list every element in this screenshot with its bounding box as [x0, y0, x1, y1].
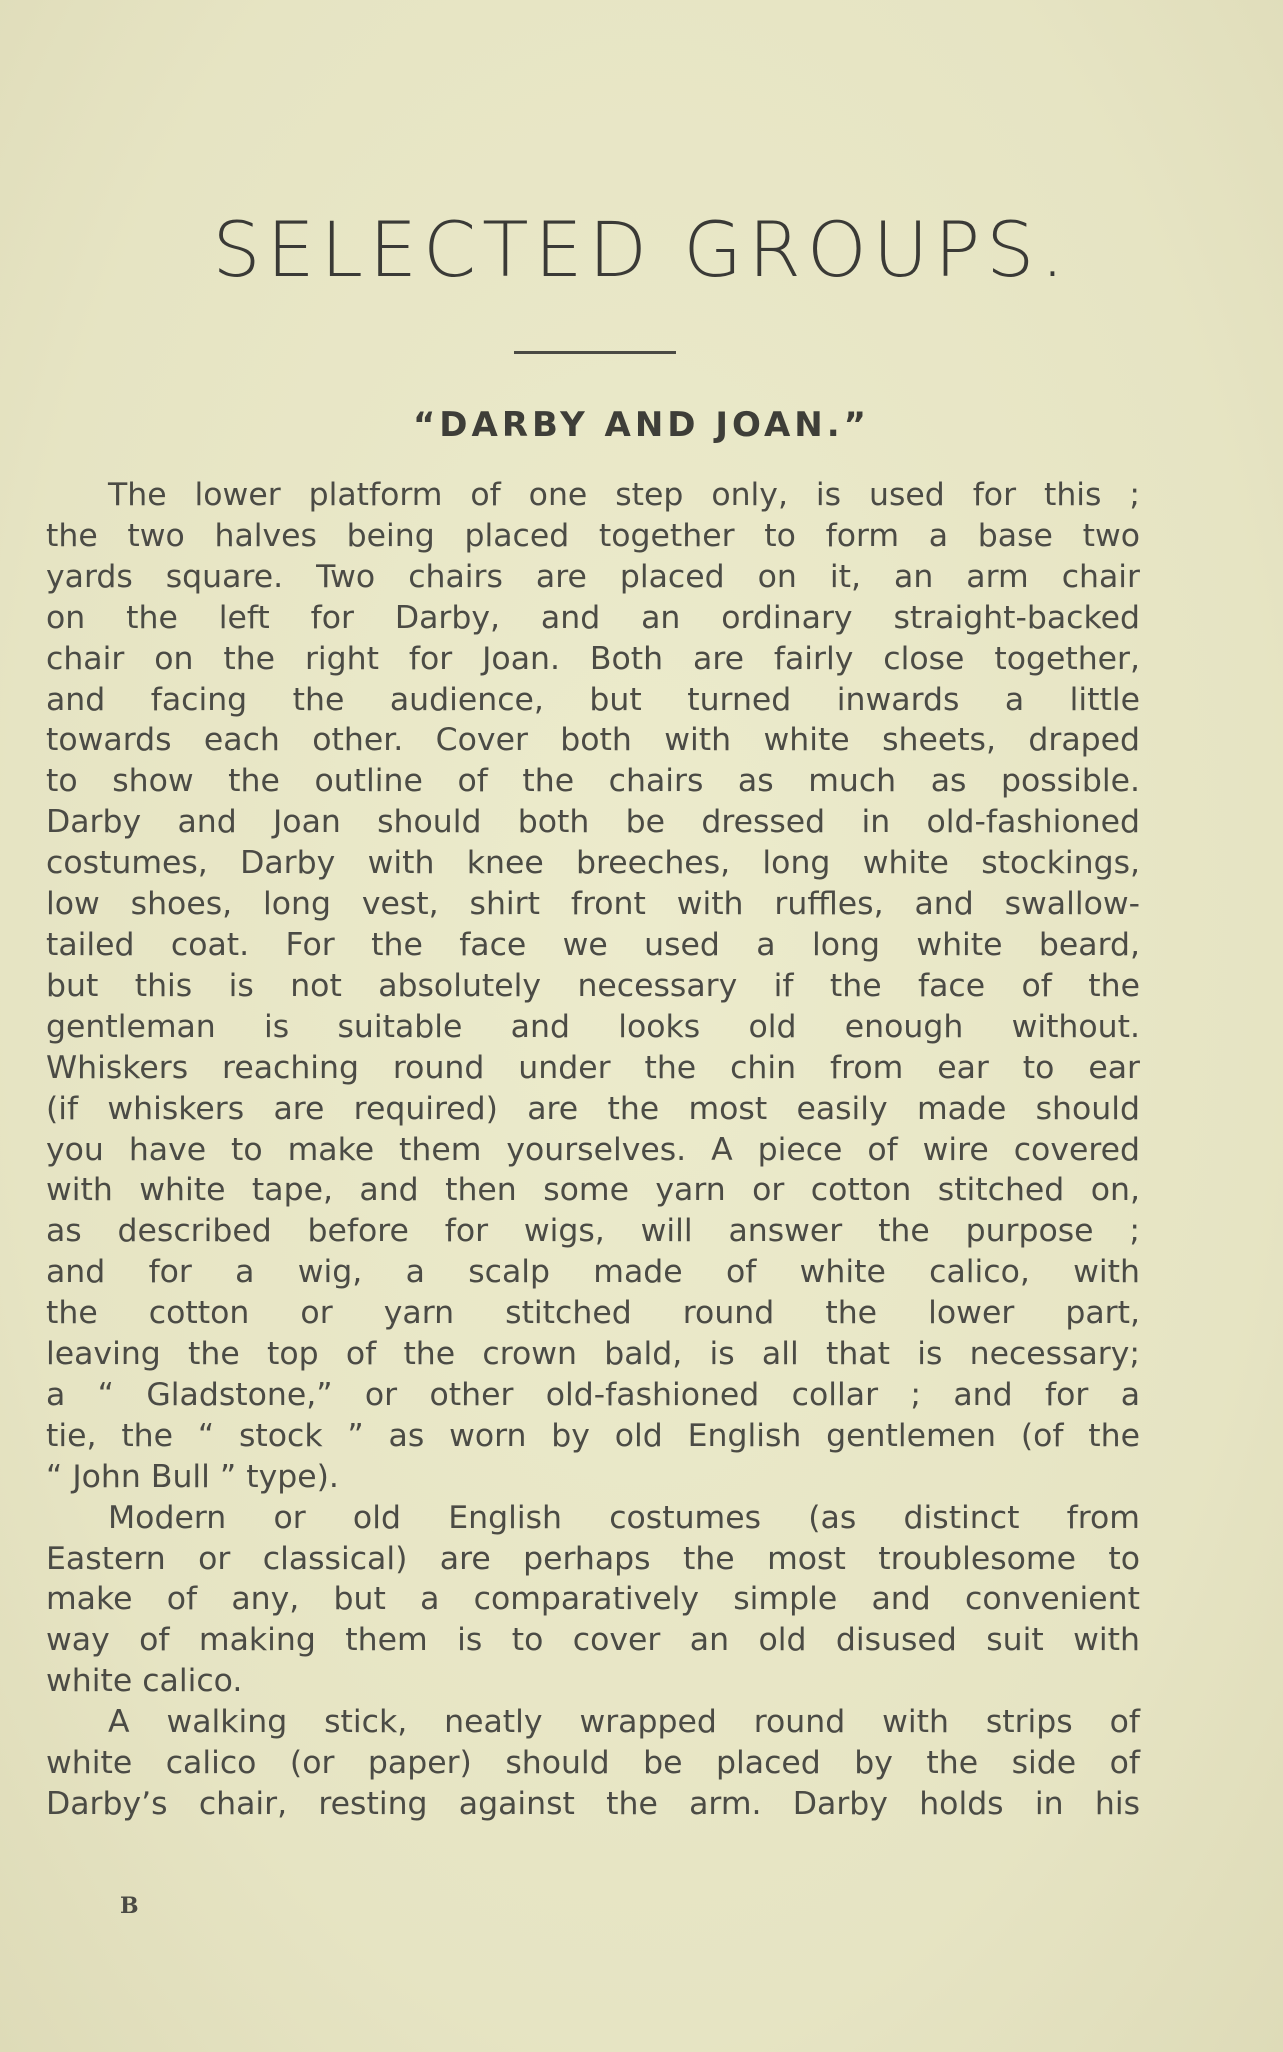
text-line: tailed coat. For the face we used a long white beard,	[46, 926, 1140, 963]
text-line: “ John Bull ” type).	[46, 1458, 339, 1495]
text-line: leaving the top of the crown bald, is all that is necessary;	[46, 1336, 1140, 1373]
text-line: towards each other. Cover both with white sheets, draped	[46, 722, 1140, 759]
text-line: white calico.	[46, 1663, 243, 1700]
text-line: tie, the “ stock ” as worn by old English gentlemen (of the	[46, 1417, 1140, 1454]
text-line: gentleman is suitable and looks old enough without.	[46, 1008, 1140, 1045]
text-line: Darby’s chair, resting against the arm. Darby holds in his	[46, 1786, 1140, 1822]
title-divider	[514, 351, 676, 354]
text-line: low shoes, long vest, shirt front with ruffles, and swallow-	[46, 886, 1140, 923]
text-line: with white tape, and then some yarn or cotton stitched on,	[46, 1172, 1140, 1209]
text-line: Darby and Joan should both be dressed in old-fashioned	[46, 804, 1140, 841]
text-line: and facing the audience, but turned inwards a little	[46, 681, 1140, 718]
text-line: a “ Gladstone,” or other old-fashioned collar ; and for a	[46, 1376, 1140, 1413]
text-line: white calico (or paper) should be placed by the side of	[46, 1745, 1140, 1782]
text-line: yards square. Two chairs are placed on it, an arm chair	[46, 558, 1140, 595]
text-line: but this is not absolutely necessary if the face of the	[46, 967, 1140, 1004]
text-line: (if whiskers are required) are the most easily made should	[46, 1090, 1140, 1127]
text-line: A walking stick, neatly wrapped round with strips of	[108, 1704, 1140, 1741]
text-line: and for a wig, a scalp made of white calico, with	[46, 1254, 1140, 1291]
signature-mark: B	[120, 1893, 139, 1919]
text-line: Modern or old English costumes (as distinct from	[108, 1499, 1140, 1536]
text-line: The lower platform of one step only, is used for this ;	[108, 477, 1140, 513]
text-line: the cotton or yarn stitched round the lower part,	[46, 1295, 1140, 1332]
text-line: as described before for wigs, will answer the purpose ;	[46, 1213, 1140, 1250]
page-title: SELECTED GROUPS.	[212, 205, 1071, 294]
text-line: make of any, but a comparatively simple and convenient	[46, 1581, 1140, 1618]
text-line: Whiskers reaching round under the chin from ear to ear	[46, 1049, 1140, 1086]
body-text	[46, 475, 1140, 1825]
text-line: chair on the right for Joan. Both are fairly close together,	[46, 640, 1140, 677]
text-line: way of making them is to cover an old disused suit with	[46, 1622, 1140, 1659]
text-line: the two halves being placed together to form a base two	[46, 517, 1140, 554]
text-line: on the left for Darby, and an ordinary straight-backed	[46, 599, 1140, 636]
text-line: costumes, Darby with knee breeches, long white stockings,	[46, 845, 1140, 882]
text-line: Eastern or classical) are perhaps the most troublesome to	[46, 1540, 1140, 1577]
section-title: “DARBY AND JOAN.”	[412, 405, 871, 445]
text-line: to show the outline of the chairs as much as possible.	[46, 763, 1140, 800]
text-line: you have to make them yourselves. A piece of wire covered	[46, 1131, 1140, 1168]
